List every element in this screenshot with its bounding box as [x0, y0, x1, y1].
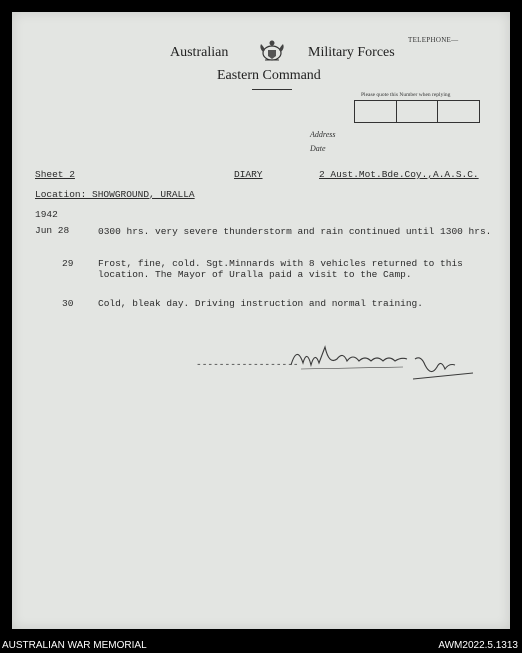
entry-text: Cold, bleak day. Driving instruction and normal training.: [98, 298, 423, 309]
address-label: Address: [310, 130, 336, 139]
diary-title: DIARY: [234, 169, 263, 180]
reference-number-boxes: [354, 100, 480, 123]
reference-box: [397, 101, 439, 122]
reference-box: [355, 101, 397, 122]
entry-text: 0300 hrs. very severe thunderstorm and rain continued until 1300 hrs.: [98, 226, 492, 237]
footer-accession-number: AWM2022.5.1313: [438, 640, 518, 651]
command-underline: [252, 89, 292, 90]
reference-box: [438, 101, 479, 122]
telephone-label: TELEPHONE—: [408, 36, 459, 44]
letterhead-org-left: Australian: [170, 45, 229, 60]
entry-date: 29: [62, 258, 74, 269]
quote-notice: Please quote this Number when replying: [361, 92, 451, 98]
footer-institution: AUSTRALIAN WAR MEMORIAL: [2, 640, 147, 651]
entry-date: Jun 28: [35, 225, 70, 236]
document-page: [12, 12, 510, 629]
entry-text: Frost, fine, cold. Sgt.Minnards with 8 vehicles returned to this location. The Mayor of Uralla paid a visit to the Camp.: [98, 258, 463, 280]
signature-line: ------------------: [196, 359, 299, 370]
handwritten-signature: [285, 337, 475, 383]
coat-of-arms-icon: [257, 38, 287, 64]
command-name: Eastern Command: [217, 68, 321, 83]
location-line: Location: SHOWGROUND, URALLA: [35, 189, 195, 200]
sheet-number: Sheet 2: [35, 169, 75, 180]
unit-name: 2 Aust.Mot.Bde.Coy.,A.A.S.C.: [319, 169, 479, 180]
entry-date: 30: [62, 298, 74, 309]
date-label: Date: [310, 144, 326, 153]
letterhead-org-right: Military Forces: [308, 45, 395, 60]
year-label: 1942: [35, 209, 58, 220]
